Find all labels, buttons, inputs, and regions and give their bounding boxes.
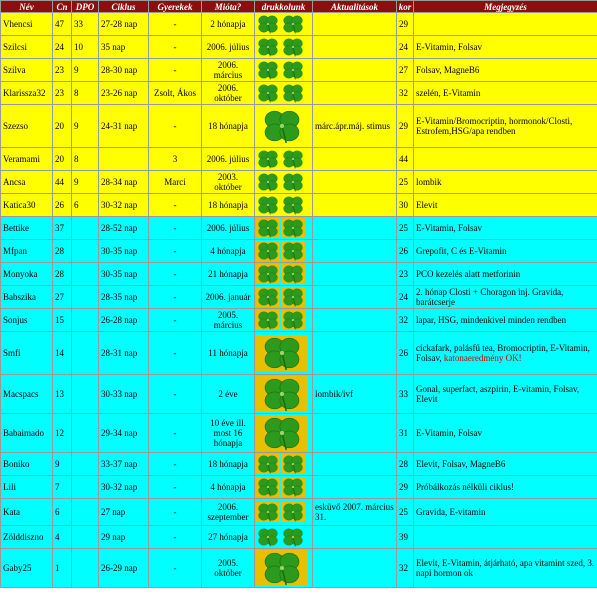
cell-news	[313, 414, 397, 453]
cell-children: -	[149, 59, 202, 82]
cell-age: 33	[397, 375, 414, 414]
clover-icon	[256, 264, 280, 284]
cell-news	[313, 82, 397, 105]
clover-icon	[256, 108, 308, 144]
cell-since: 18 hónapja	[202, 453, 255, 476]
cell-children: -	[149, 453, 202, 476]
cell-name: Szilcsi	[1, 36, 53, 59]
clover-icon	[281, 287, 305, 307]
cell-age: 23	[397, 263, 414, 286]
cell-clover	[255, 13, 313, 36]
cell-cycle: 29 nap	[99, 526, 149, 549]
clover-icon	[256, 14, 280, 34]
cell-since: 10 éve ill. most 16 hónapja	[202, 414, 255, 453]
cell-name: Babszika	[1, 286, 53, 309]
cell-age: 24	[397, 36, 414, 59]
cell-cn: 28	[53, 263, 72, 286]
cell-since: 2005. március	[202, 309, 255, 332]
cell-cycle: 28-52 nap	[99, 217, 149, 240]
cell-age: 29	[397, 105, 414, 148]
cell-cycle: 28-35 nap	[99, 286, 149, 309]
cell-age: 39	[397, 526, 414, 549]
cell-children: -	[149, 194, 202, 217]
cell-since: 11 hónapja	[202, 332, 255, 375]
table-row	[1, 414, 597, 453]
cell-cn: 28	[53, 240, 72, 263]
header-age: kor	[397, 1, 414, 13]
cell-clover	[255, 263, 313, 286]
cell-notes: Elevit	[414, 194, 597, 217]
cell-cn: 15	[53, 309, 72, 332]
table-row	[1, 105, 597, 148]
cell-notes: E-Vitamin, Folsav	[414, 36, 597, 59]
cell-dpo: 9	[72, 59, 99, 82]
clover-icon	[256, 502, 280, 522]
cell-dpo	[72, 286, 99, 309]
table-row	[1, 549, 597, 588]
cell-cycle: 27-28 nap	[99, 13, 149, 36]
clover-icon	[256, 454, 280, 474]
cell-name: Babaimado	[1, 414, 53, 453]
clover-icon	[256, 218, 280, 238]
cell-name: Klarissza32	[1, 82, 53, 105]
header-clover: drukkolunk	[255, 1, 313, 13]
cell-since: 2005. október	[202, 549, 255, 588]
cell-dpo: 33	[72, 13, 99, 36]
clover-icon	[256, 287, 280, 307]
cell-cycle: 26-28 nap	[99, 309, 149, 332]
cell-news	[313, 332, 397, 375]
cell-dpo	[72, 240, 99, 263]
cell-dpo: 8	[72, 148, 99, 171]
cell-name: Bettike	[1, 217, 53, 240]
cell-dpo	[72, 263, 99, 286]
cell-age: 32	[397, 82, 414, 105]
header-children: Gyerekek	[149, 1, 202, 13]
cell-age: 31	[397, 414, 414, 453]
cell-dpo	[72, 453, 99, 476]
cell-children: -	[149, 549, 202, 588]
cell-since: 2006. július	[202, 148, 255, 171]
cell-news	[313, 36, 397, 59]
cell-age: 25	[397, 217, 414, 240]
clover-icon	[256, 376, 308, 412]
cell-cn: 9	[53, 453, 72, 476]
header-news: Aktualitások	[313, 1, 397, 13]
cell-dpo	[72, 309, 99, 332]
cell-clover	[255, 499, 313, 526]
cell-news	[313, 526, 397, 549]
clover-icon	[281, 37, 305, 57]
cell-name: Szilva	[1, 59, 53, 82]
cell-children: -	[149, 240, 202, 263]
cell-news	[313, 194, 397, 217]
cell-dpo	[72, 499, 99, 526]
table-row	[1, 36, 597, 59]
table-row	[1, 332, 597, 375]
cell-cn: 24	[53, 36, 72, 59]
cell-since: 27 hónapja	[202, 526, 255, 549]
table-row	[1, 453, 597, 476]
cell-cycle: 30-32 nap	[99, 476, 149, 499]
cell-name: Smfi	[1, 332, 53, 375]
clover-icon	[281, 83, 305, 103]
cell-name: Gaby25	[1, 549, 53, 588]
clover-icon	[281, 241, 305, 261]
cell-notes: Gravida, E-vitamin	[414, 499, 597, 526]
cell-since: 2006. szeptember	[202, 499, 255, 526]
cell-notes: PCO kezelés alatt metforinin	[414, 263, 597, 286]
cell-clover	[255, 171, 313, 194]
cell-since: 2006. március	[202, 59, 255, 82]
cell-clover	[255, 286, 313, 309]
cell-cn: 44	[53, 171, 72, 194]
table-row	[1, 375, 597, 414]
header-name: Név	[1, 1, 53, 13]
cell-name: Katica30	[1, 194, 53, 217]
cell-news	[313, 549, 397, 588]
table-row	[1, 82, 597, 105]
cell-cn: 12	[53, 414, 72, 453]
cell-notes: E-Vitamin, Folsav	[414, 217, 597, 240]
cell-notes	[414, 13, 597, 36]
cell-name: Veramami	[1, 148, 53, 171]
cell-clover	[255, 217, 313, 240]
table-row	[1, 194, 597, 217]
cell-cycle: 28-34 nap	[99, 171, 149, 194]
cell-name: Zölddiszno	[1, 526, 53, 549]
notes-text: cickafark, palásfű tea, Bromocriptin, E-Vitamin, Folsav,	[416, 343, 590, 363]
clover-icon	[256, 60, 280, 80]
cell-name: Vhencsi	[1, 13, 53, 36]
cell-children: -	[149, 414, 202, 453]
cell-children: -	[149, 309, 202, 332]
cell-name: Monyoka	[1, 263, 53, 286]
cell-dpo: 9	[72, 171, 99, 194]
clover-icon	[256, 149, 280, 169]
cell-age: 29	[397, 476, 414, 499]
clover-icon	[281, 264, 305, 284]
table-row	[1, 476, 597, 499]
cell-children: -	[149, 105, 202, 148]
cell-dpo	[72, 476, 99, 499]
cell-clover	[255, 82, 313, 105]
cell-clover	[255, 476, 313, 499]
header-since: Mióta?	[202, 1, 255, 13]
table-row	[1, 309, 597, 332]
cell-dpo: 6	[72, 194, 99, 217]
cell-clover	[255, 375, 313, 414]
cell-cn: 4	[53, 526, 72, 549]
cell-notes: Elevit, Folsav, MagneB6	[414, 453, 597, 476]
table-row	[1, 263, 597, 286]
cell-children: 3	[149, 148, 202, 171]
cell-cn: 23	[53, 82, 72, 105]
cell-notes: lombik	[414, 171, 597, 194]
cell-dpo	[72, 549, 99, 588]
cell-age: 26	[397, 332, 414, 375]
cell-news	[313, 13, 397, 36]
cell-children: -	[149, 263, 202, 286]
cell-news	[313, 59, 397, 82]
cell-cycle: 28-31 nap	[99, 332, 149, 375]
cell-clover	[255, 148, 313, 171]
table-row	[1, 240, 597, 263]
clover-icon	[281, 477, 305, 497]
table-row	[1, 59, 597, 82]
cell-cycle: 23-26 nap	[99, 82, 149, 105]
cell-age: 26	[397, 240, 414, 263]
clover-icon	[281, 60, 305, 80]
clover-icon	[256, 241, 280, 261]
cell-children: -	[149, 36, 202, 59]
cell-cn: 20	[53, 105, 72, 148]
cell-children: -	[149, 217, 202, 240]
cell-age: 28	[397, 453, 414, 476]
cell-age: 24	[397, 286, 414, 309]
cell-cycle: 33-37 nap	[99, 453, 149, 476]
cell-news	[313, 476, 397, 499]
cell-children: Marci	[149, 171, 202, 194]
clover-icon	[281, 454, 305, 474]
clover-icon	[256, 37, 280, 57]
table-row	[1, 148, 597, 171]
cell-dpo: 8	[72, 82, 99, 105]
cell-news	[313, 148, 397, 171]
table-row	[1, 217, 597, 240]
cell-cn: 6	[53, 499, 72, 526]
clover-icon	[256, 527, 280, 547]
cell-children: -	[149, 375, 202, 414]
cell-name: Ancsa	[1, 171, 53, 194]
cell-cycle: 27 nap	[99, 499, 149, 526]
cell-clover	[255, 36, 313, 59]
cell-children: -	[149, 499, 202, 526]
cell-news	[313, 240, 397, 263]
cell-notes	[414, 148, 597, 171]
cell-age: 27	[397, 59, 414, 82]
cell-since: 4 hónapja	[202, 476, 255, 499]
cell-news	[313, 453, 397, 476]
clover-icon	[256, 83, 280, 103]
cell-clover	[255, 240, 313, 263]
clover-icon	[256, 415, 308, 451]
cell-clover	[255, 549, 313, 588]
clover-icon	[256, 310, 280, 330]
notes-highlight: katonaeredmény OK!	[443, 353, 522, 363]
cell-since: 4 hónapja	[202, 240, 255, 263]
header-notes: Megjegyzés	[414, 1, 597, 13]
cell-cycle: 28-30 nap	[99, 59, 149, 82]
cell-name: Mfpan	[1, 240, 53, 263]
cell-since: 2006. július	[202, 36, 255, 59]
cell-cn: 20	[53, 148, 72, 171]
cell-dpo	[72, 414, 99, 453]
clover-icon	[281, 149, 305, 169]
cell-cn: 26	[53, 194, 72, 217]
cell-clover	[255, 526, 313, 549]
cell-name: Macspacs	[1, 375, 53, 414]
cell-name: Boniko	[1, 453, 53, 476]
clover-icon	[281, 195, 305, 215]
cell-since: 2006. január	[202, 286, 255, 309]
clover-icon	[256, 172, 280, 192]
cell-cycle: 29-34 nap	[99, 414, 149, 453]
table-row	[1, 526, 597, 549]
clover-icon	[281, 218, 305, 238]
cell-clover	[255, 332, 313, 375]
cell-since: 2 éve	[202, 375, 255, 414]
cell-news: esküvő 2007. március 31.	[313, 499, 397, 526]
cell-children: -	[149, 526, 202, 549]
cell-name: Lili	[1, 476, 53, 499]
cell-since: 2003. október	[202, 171, 255, 194]
cell-notes: Grepofit, C és E-Vitamin	[414, 240, 597, 263]
cell-since: 21 hónapja	[202, 263, 255, 286]
table-row	[1, 171, 597, 194]
cell-cn: 27	[53, 286, 72, 309]
cell-since: 2 hónapja	[202, 13, 255, 36]
cell-since: 2006. október	[202, 82, 255, 105]
cell-news	[313, 263, 397, 286]
cell-clover	[255, 194, 313, 217]
cell-children: -	[149, 476, 202, 499]
cell-children: -	[149, 286, 202, 309]
cell-news	[313, 286, 397, 309]
clover-icon	[281, 172, 305, 192]
cell-notes: 2. hónap Closti + Choragon inj. Gravida, barátcserje	[414, 286, 597, 309]
cell-notes: E-Vitamin, Folsav	[414, 414, 597, 453]
cell-notes: Próbálkozás nélküli ciklus!	[414, 476, 597, 499]
cell-news: márc.ápr.máj. stimus	[313, 105, 397, 148]
cell-cn: 47	[53, 13, 72, 36]
cell-cn: 13	[53, 375, 72, 414]
cell-children: -	[149, 13, 202, 36]
cell-children: Zsolt, Ákos	[149, 82, 202, 105]
cell-age: 25	[397, 171, 414, 194]
cell-dpo: 9	[72, 105, 99, 148]
cell-since: 18 hónapja	[202, 194, 255, 217]
cell-cn: 7	[53, 476, 72, 499]
cell-cn: 14	[53, 332, 72, 375]
cell-age: 44	[397, 148, 414, 171]
cell-notes: szelén, E-Vitamin	[414, 82, 597, 105]
cell-clover	[255, 453, 313, 476]
cell-dpo	[72, 332, 99, 375]
clover-icon	[256, 335, 308, 371]
cell-clover	[255, 309, 313, 332]
clover-icon	[281, 527, 305, 547]
table-row	[1, 286, 597, 309]
cell-notes	[414, 332, 597, 375]
cell-since: 18 hónapja	[202, 105, 255, 148]
cell-clover	[255, 414, 313, 453]
cell-dpo	[72, 375, 99, 414]
cell-since: 2006. július	[202, 217, 255, 240]
cell-age: 32	[397, 309, 414, 332]
cell-news	[313, 171, 397, 194]
header-cn: Cn	[53, 1, 72, 13]
cell-cn: 23	[53, 59, 72, 82]
header-dpo: DPO	[72, 1, 99, 13]
clover-icon	[256, 195, 280, 215]
cell-cycle: 30-35 nap	[99, 240, 149, 263]
header-cycle: Ciklus	[99, 1, 149, 13]
clover-icon	[281, 310, 305, 330]
table-row	[1, 13, 597, 36]
cell-notes: lapar, HSG, mindenkivel minden rendben	[414, 309, 597, 332]
cell-children: -	[149, 332, 202, 375]
cell-notes: Gonal, superfact, aszpirin, E-vitamin, Folsav, Elevit	[414, 375, 597, 414]
cell-age: 32	[397, 549, 414, 588]
cell-cn: 37	[53, 217, 72, 240]
cell-cycle: 30-35 nap	[99, 263, 149, 286]
cell-cn: 1	[53, 549, 72, 588]
clover-icon	[281, 502, 305, 522]
clover-icon	[256, 477, 280, 497]
cell-clover	[255, 59, 313, 82]
cell-notes	[414, 526, 597, 549]
table-body	[1, 13, 597, 588]
cell-name: Sonjus	[1, 309, 53, 332]
cell-cycle: 30-32 nap	[99, 194, 149, 217]
cell-age: 30	[397, 194, 414, 217]
cell-news	[313, 217, 397, 240]
cell-notes: Elevit, E-Vitamin, átjárható, apa vitamint szed, 3. napi hormon ok	[414, 549, 597, 588]
cell-cycle: 24-31 nap	[99, 105, 149, 148]
cell-cycle: 35 nap	[99, 36, 149, 59]
cell-age: 29	[397, 13, 414, 36]
table-row	[1, 499, 597, 526]
cell-news: lombik/ivf	[313, 375, 397, 414]
cell-cycle	[99, 148, 149, 171]
cell-notes: Folsav, MagneB6	[414, 59, 597, 82]
cell-name: Szezso	[1, 105, 53, 148]
cell-name: Kata	[1, 499, 53, 526]
cell-news	[313, 309, 397, 332]
cell-cycle: 26-29 nap	[99, 549, 149, 588]
cell-clover	[255, 105, 313, 148]
cell-age: 25	[397, 499, 414, 526]
clover-icon	[281, 14, 305, 34]
cell-cycle: 30-33 nap	[99, 375, 149, 414]
cell-dpo: 10	[72, 36, 99, 59]
table-header-row	[1, 1, 597, 13]
clover-icon	[256, 550, 308, 586]
cell-notes: E-Vitamin/Bromocriptin, hormonok/Closti, Estrofem,HSG/apa rendben	[414, 105, 597, 148]
cell-dpo	[72, 217, 99, 240]
cell-dpo	[72, 526, 99, 549]
